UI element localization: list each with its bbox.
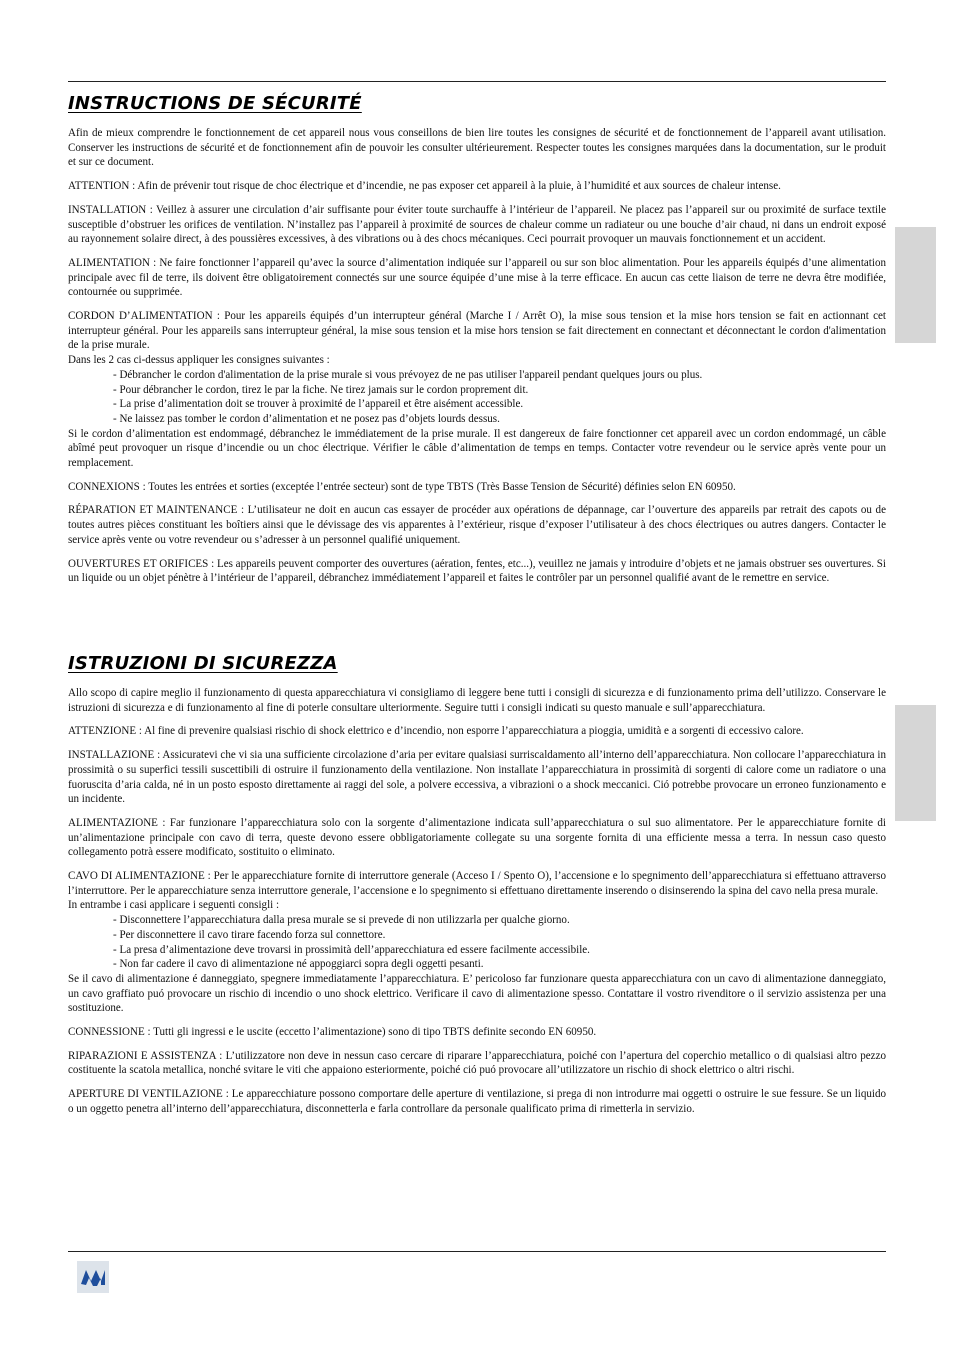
list-item: - La presa d’alimentazione deve trovarsi in prossimità dell’apparecchiatura ed essere facilmente accessibile. [113, 943, 590, 956]
top-rule [68, 81, 886, 82]
paragraph-connessione: CONNESSIONE : Tutti gli ingressi e le uscite (eccetto l’alimentazione) sono di tipo TBTS definite secondo EN 60950. [68, 1026, 597, 1039]
paragraph-installation: INSTALLATION : Veillez à assurer une circulation d’air suffisante pour éviter toute surchauffe à l’intérieur de l’appareil. Ne placez pas l’appareil sur ou proximité de surface textile susceptible d’obstruer les orifices de ventilation. N’installez pas l’appareil à proximité de sources de chaleur comme un radiateur ou une bouche d’air chaud, ni dans un endroit exposé au rayonnement solaire direct, à des poussières excessives, à des vibrations ou à des chocs mécaniques. Ceci pourrait provoquer un mauvais fonctionnement et un accident. [68, 203, 886, 246]
section-title-italian: ISTRUZIONI DI SICUREZZA [68, 653, 338, 674]
paragraph-attenzione: ATTENZIONE : Al fine di prevenire qualsiasi rischio di shock elettrico e d’incendio, non esporre l’apparecchiatura a pioggia, umidità e a sorgenti di eccessivo calore. [68, 725, 804, 738]
cordon-instruction-list [68, 368, 886, 427]
paragraph-attention: ATTENTION : Afin de prévenir tout risque de choc électrique et d’incendie, ne pas exposer cet appareil à la pluie, à l’humidité et aux sources de chaleur intense. [68, 180, 781, 193]
paragraph-intro: Afin de mieux comprendre le fonctionnement de cet appareil nous vous conseillons de bien lire toutes les consignes de sécurité et de fonctionnement de l’appareil avant utilisation. Conserver les instructions de sécurité et de fonctionnement afin de pouvoir les consulter ultérieurement. Respecter toutes les consignes marquées dans la documentation, sur le produit et sur ce document. [68, 127, 886, 169]
paragraph-cordon-lead: Dans les 2 cas ci-dessus appliquer les consignes suivantes : [68, 354, 330, 367]
bottom-rule [68, 1251, 886, 1252]
paragraph-installazione: INSTALLAZIONE : Assicuratevi che vi sia una sufficiente circolazione d’aria per evitare qualsiasi surriscaldamento all’interno dell’apparecchiatura. Non collocare l’apparecchiatura in prossimità o su superfici tessili suscettibili di ostruire il funzionamento della ventilazione. Non installate l’apparecchiatura in prossimità di sorgenti di calore come un radiatore o una fuoruscita d’aria calda, né in un posto esposto direttamente ai raggi del sole, a polvere eccessiva, a vibrazioni o a shock meccanici. Ció potrebbe provocare un erroneo funzionamento e un incidente. [68, 749, 886, 806]
list-item: - La prise d’alimentation doit se trouver à proximité de l’appareil et être aisément accessible. [113, 398, 524, 411]
paragraph-reparation: RÉPARATION ET MAINTENANCE : L’utilisateur ne doit en aucun cas essayer de procéder aux opérations de dépannage, car l’ouverture des appareils par retrait des capots ou de toutes autres pièces constituant les boîtiers ainsi que le dévissage des vis apparentes à l’extérieur, risque d’exposer l’utilisateur à des chocs électriques ou autres dangers. Contacter le service après vente ou votre revendeur ou s’adresser à un personnel qualifié uniquement. [68, 504, 886, 546]
paragraph-cavo: CAVO DI ALIMENTAZIONE : Per le apparecchiature fornite di interruttore generale (Acceso I / Spento O), l’accensione e lo spegnimento dell’apparecchiatura si effettuano attraverso l’interruttore. Per le apparecchiature senza interruttore generale, l’accensione e lo spegnimento si effettuano direttamente inserendo o disinserendo la spina del cavo nella presa murale. [68, 870, 886, 897]
cavo-instruction-list [68, 913, 886, 972]
list-item: - Pour débrancher le cordon, tirez le par la fiche. Ne tirez jamais sur le cordon proprement dit. [113, 383, 529, 396]
list-item: - Per disconnettere il cavo tirare facendo forza sul connettore. [113, 928, 386, 941]
paragraph-aperture: APERTURE DI VENTILAZIONE : Le apparecchiature possono comportare delle aperture di ventilazione, si prega di non introdurre mai oggetti o ostruire le sue fessure. Se un liquido o un oggetto penetra all’interno dell’apparecchiatura, disconnetterla e farla controllare da personale qualificato prima di rimetterla in servizio. [68, 1088, 886, 1115]
paragraph-riparazioni: RIPARAZIONI E ASSISTENZA : L’utilizzatore non deve in nessun caso cercare di riparare l’apparecchiatura, poiché con l’apertura del coperchio metallico o di qualsiasi altro pezzo costituente la scatola metallica, nonché svitare le viti che appaiono esteriormente, poiché ció puó provocare all’utilizzatore un rischio di shock elettrico o altri rischi. [68, 1049, 886, 1077]
paragraph-connexions: CONNEXIONS : Toutes les entrées et sorties (exceptée l’entrée secteur) sont de type TBTS (Très Basse Tension de Sécurité) définies selon EN 60950. [68, 480, 736, 493]
paragraph-alimentazione: ALIMENTAZIONE : Far funzionare l’apparecchiatura solo con la sorgente d’alimentazione indicata sull’apparecchiatura o sul suo alimentatore. Per le apparecchiature fornite di un’alimentazione principale con cavo di terra, queste devono essere obbligatoriamente collegate su una sorgente fornita di una efficiente messa a terra. In nessun caso questo collegamento potrà essere modificato, sostituito o eliminato. [68, 816, 886, 859]
language-tab-marker-french [895, 227, 936, 343]
italian-safety-section [68, 652, 886, 1126]
paragraph-alimentation: ALIMENTATION : Ne faire fonctionner l’appareil qu’avec la source d’alimentation indiquée sur l’appareil ou sur son bloc alimentation. Pour les appareils équipés d’une alimentation principale avec fil de terre, ils doivent être obligatoirement connectés sur une source équipée d’une mise à la terre efficace. En aucun cas cette liaison de terre ne devra être modifiée, contournée ou supprimée. [68, 256, 886, 299]
paragraph-ouvertures: OUVERTURES ET ORIFICES : Les appareils peuvent comporter des ouvertures (aération, fentes, etc...), veuillez ne jamais y introduire d’objets et ne jamais obstruer ses ouvertures. Si un liquide ou un objet pénètre à l’intérieur de l’appareil, débranchez immédiatement l’appareil et faites le contrôler par un personnel qualifié avant de le remettre en service. [68, 557, 886, 585]
language-tab-marker-italian [895, 705, 936, 821]
paragraph-cordon-after: Si le cordon d’alimentation est endommagé, débranchez le immédiatement de la prise murale. Il est dangereux de faire fonctionner cet appareil avec un cordon endommagé, un câble abîmé peut provoquer un risque d’incendie ou un choc électrique. Vérifier le câble d’alimentation de temps en temps. Contacter votre revendeur ou le service après vente pour un remplacement. [68, 427, 886, 470]
french-safety-section [68, 92, 886, 595]
brand-logo-icon [77, 1261, 109, 1293]
paragraph-cavo-lead: In entrambe i casi applicare i seguenti consigli : [68, 899, 280, 912]
list-item: - Non far cadere il cavo di alimentazione né appoggiarci sopra degli oggetti pesanti. [113, 958, 484, 971]
paragraph-cordon: CORDON D’ALIMENTATION : Pour les appareils équipés d’un interrupteur général (Marche I / Arrêt O), la mise sous tension et la mise hors tension se fait en actionnant cet interrupteur général. Pour les appareils sans interrupteur général, la mise sous tension et la mise hors tension se fait directement en connectant et déconnectant le cordon d'alimentation de la prise murale. [68, 310, 886, 352]
list-item: - Ne laissez pas tomber le cordon d’alimentation et ne posez pas d’objets lourds dessus. [113, 412, 500, 425]
paragraph-intro: Allo scopo di capire meglio il funzionamento di questa apparecchiatura vi consigliamo di leggere bene tutti i consigli di sicurezza e di funzionamento prima dell’utilizzo. Conservare le istruzioni di sicurezza e di funzionamento al fine di poterle consultare ulteriormente. Seguire tutti i consigli indicati su questo manuale e sull’apparecchiatura. [68, 687, 886, 714]
list-item: - Débrancher le cordon d'alimentation de la prise murale si vous prévoyez de ne pas utiliser l'appareil pendant quelques jours ou plus. [113, 368, 703, 381]
section-title-french: INSTRUCTIONS DE SÉCURITÉ [68, 93, 362, 114]
list-item: - Disconnettere l’apparecchiatura dalla presa murale se si prevede di non utilizzarla per qualche giorno. [113, 914, 570, 927]
paragraph-cavo-after: Se il cavo di alimentazione é danneggiato, spegnere immediatamente l’apparecchiatura. E’ pericoloso far funzionare questa apparecchiatura con un cavo di alimentazione danneggiato, un cavo graffiato puó provocare un rischio di incendio o uno shock elettrico. Verificare il cavo di alimentazione spesso. Contattare il vostro rivenditore o il servizio assistenza per una sostituzione. [68, 972, 886, 1015]
